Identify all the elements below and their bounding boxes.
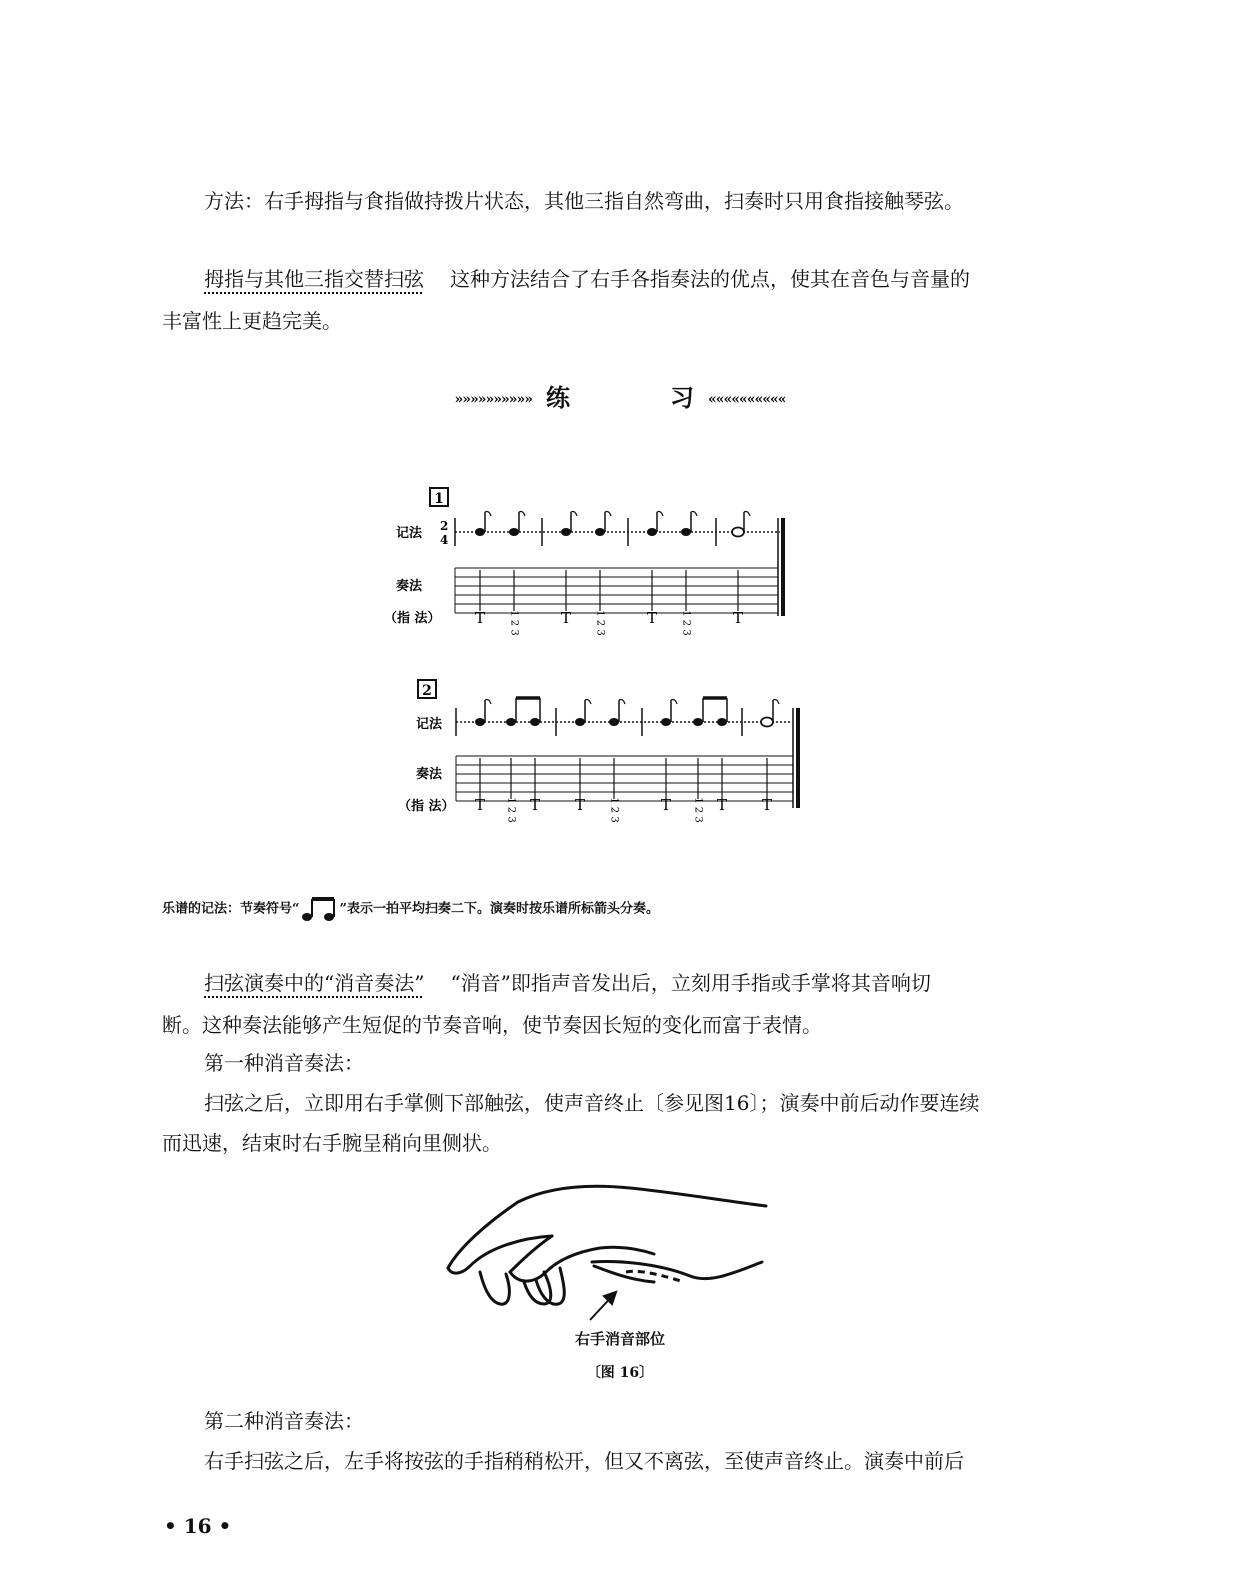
note-head [661,700,677,727]
pointer-arrow-icon [590,1292,616,1320]
page-number: • 16 • [164,1514,232,1538]
alternate-paragraph-line1 [204,266,1104,292]
fingering-mark: T [474,796,486,814]
fingering-mark: 1 2 3 [608,797,620,823]
first-method-line1: 扫弦之后，立即用右手掌侧下部触弦，使声音终止〔参见图16〕；演奏中前后动作要连续 [204,1091,980,1115]
fingering-label: （指 法） [384,611,441,626]
muting-term: 扫弦演奏中的“消音奏法” [204,971,425,995]
heading-word-2: 习 [670,383,694,412]
fingering-mark: T [761,796,773,814]
playing-label: 奏法 [416,767,443,782]
second-method-line1: 右手扫弦之后，左手将按弦的手指稍稍松开，但又不离弦，至使声音终止。演奏中前后 [204,1449,964,1473]
caption-after: ”表示一拍平均扫奏二下。演奏时按乐谱所标箭头分奏。 [339,901,659,917]
heading-right-arrows: «««««««««« [708,391,786,408]
fingering-mark: 1 2 3 [594,610,606,636]
notation-caption [162,896,1062,922]
note-head [681,512,697,537]
strum-arrows [480,570,738,611]
eighth-pair-symbol-icon [299,896,339,922]
exercise-2-score [380,672,810,842]
note-head [609,700,625,727]
time-sig-top: 2 [440,519,449,533]
notation-label: 记法 [396,526,423,541]
fingering-mark: 1 2 3 [508,610,520,636]
fingering-mark: T [574,796,586,814]
muting-intro-line1 [204,970,1104,996]
figure-caption: 〔图 16〕 [586,1365,654,1381]
exercise-number: 2 [422,683,432,699]
fingering-mark: T [732,609,744,627]
playing-label: 奏法 [396,579,423,594]
heading-left-arrows: »»»»»»»»»» [454,391,532,408]
exercise-number: 1 [434,491,444,507]
fingering-mark: 1 2 3 [692,797,704,823]
second-method-title: 第二种消音奏法： [204,1409,364,1433]
exercise-1-score [380,480,800,650]
caption-before: 乐谱的记法：节奏符号“ [162,901,300,917]
method-paragraph: 方法：右手拇指与食指做持拨片状态，其他三指自然弯曲，扫奏时只用食指接触琴弦。 [204,189,964,213]
fingering-mark: 1 2 3 [505,797,517,823]
strum-arrows [480,758,767,799]
hand-figure-label: 右手消音部位 [574,1330,665,1348]
alternate-term: 拇指与其他三指交替扫弦 [204,267,424,291]
notation-label: 记法 [416,717,443,732]
exercise-heading [0,378,1240,413]
fingering-mark: T [474,609,486,627]
hand-illustration [440,1176,780,1326]
heading-word-1: 练 [546,383,570,412]
fingering-label: （指 法） [398,799,455,814]
muting-intro-line2: 断。这种奏法能够产生短促的节奏音响，使节奏因长短的变化而富于表情。 [162,1013,822,1037]
fingering-mark: 1 2 3 [680,610,692,636]
first-method-title: 第一种消音奏法： [204,1051,364,1075]
tab-staff [455,568,778,613]
fingering-mark: T [529,796,541,814]
eighth-pair [506,698,540,726]
alternate-text: 这种方法结合了右手各指奏法的优点，使其在音色与音量的 [450,267,970,291]
tab-staff [456,756,793,801]
muting-intro-text: “消音”即指声音发出后，立刻用手指或手掌将其音响切 [450,971,931,995]
first-method-line2: 而迅速，结束时右手腕呈稍向里侧状。 [162,1131,502,1155]
alternate-paragraph-line2: 丰富性上更趋完美。 [162,309,342,333]
fingering-mark: T [646,609,658,627]
fingering-mark: T [716,796,728,814]
note-head [509,512,525,537]
time-sig-bottom: 4 [440,533,449,547]
note-head [561,512,577,537]
fingering-mark: T [560,609,572,627]
fingering-mark: T [660,796,672,814]
